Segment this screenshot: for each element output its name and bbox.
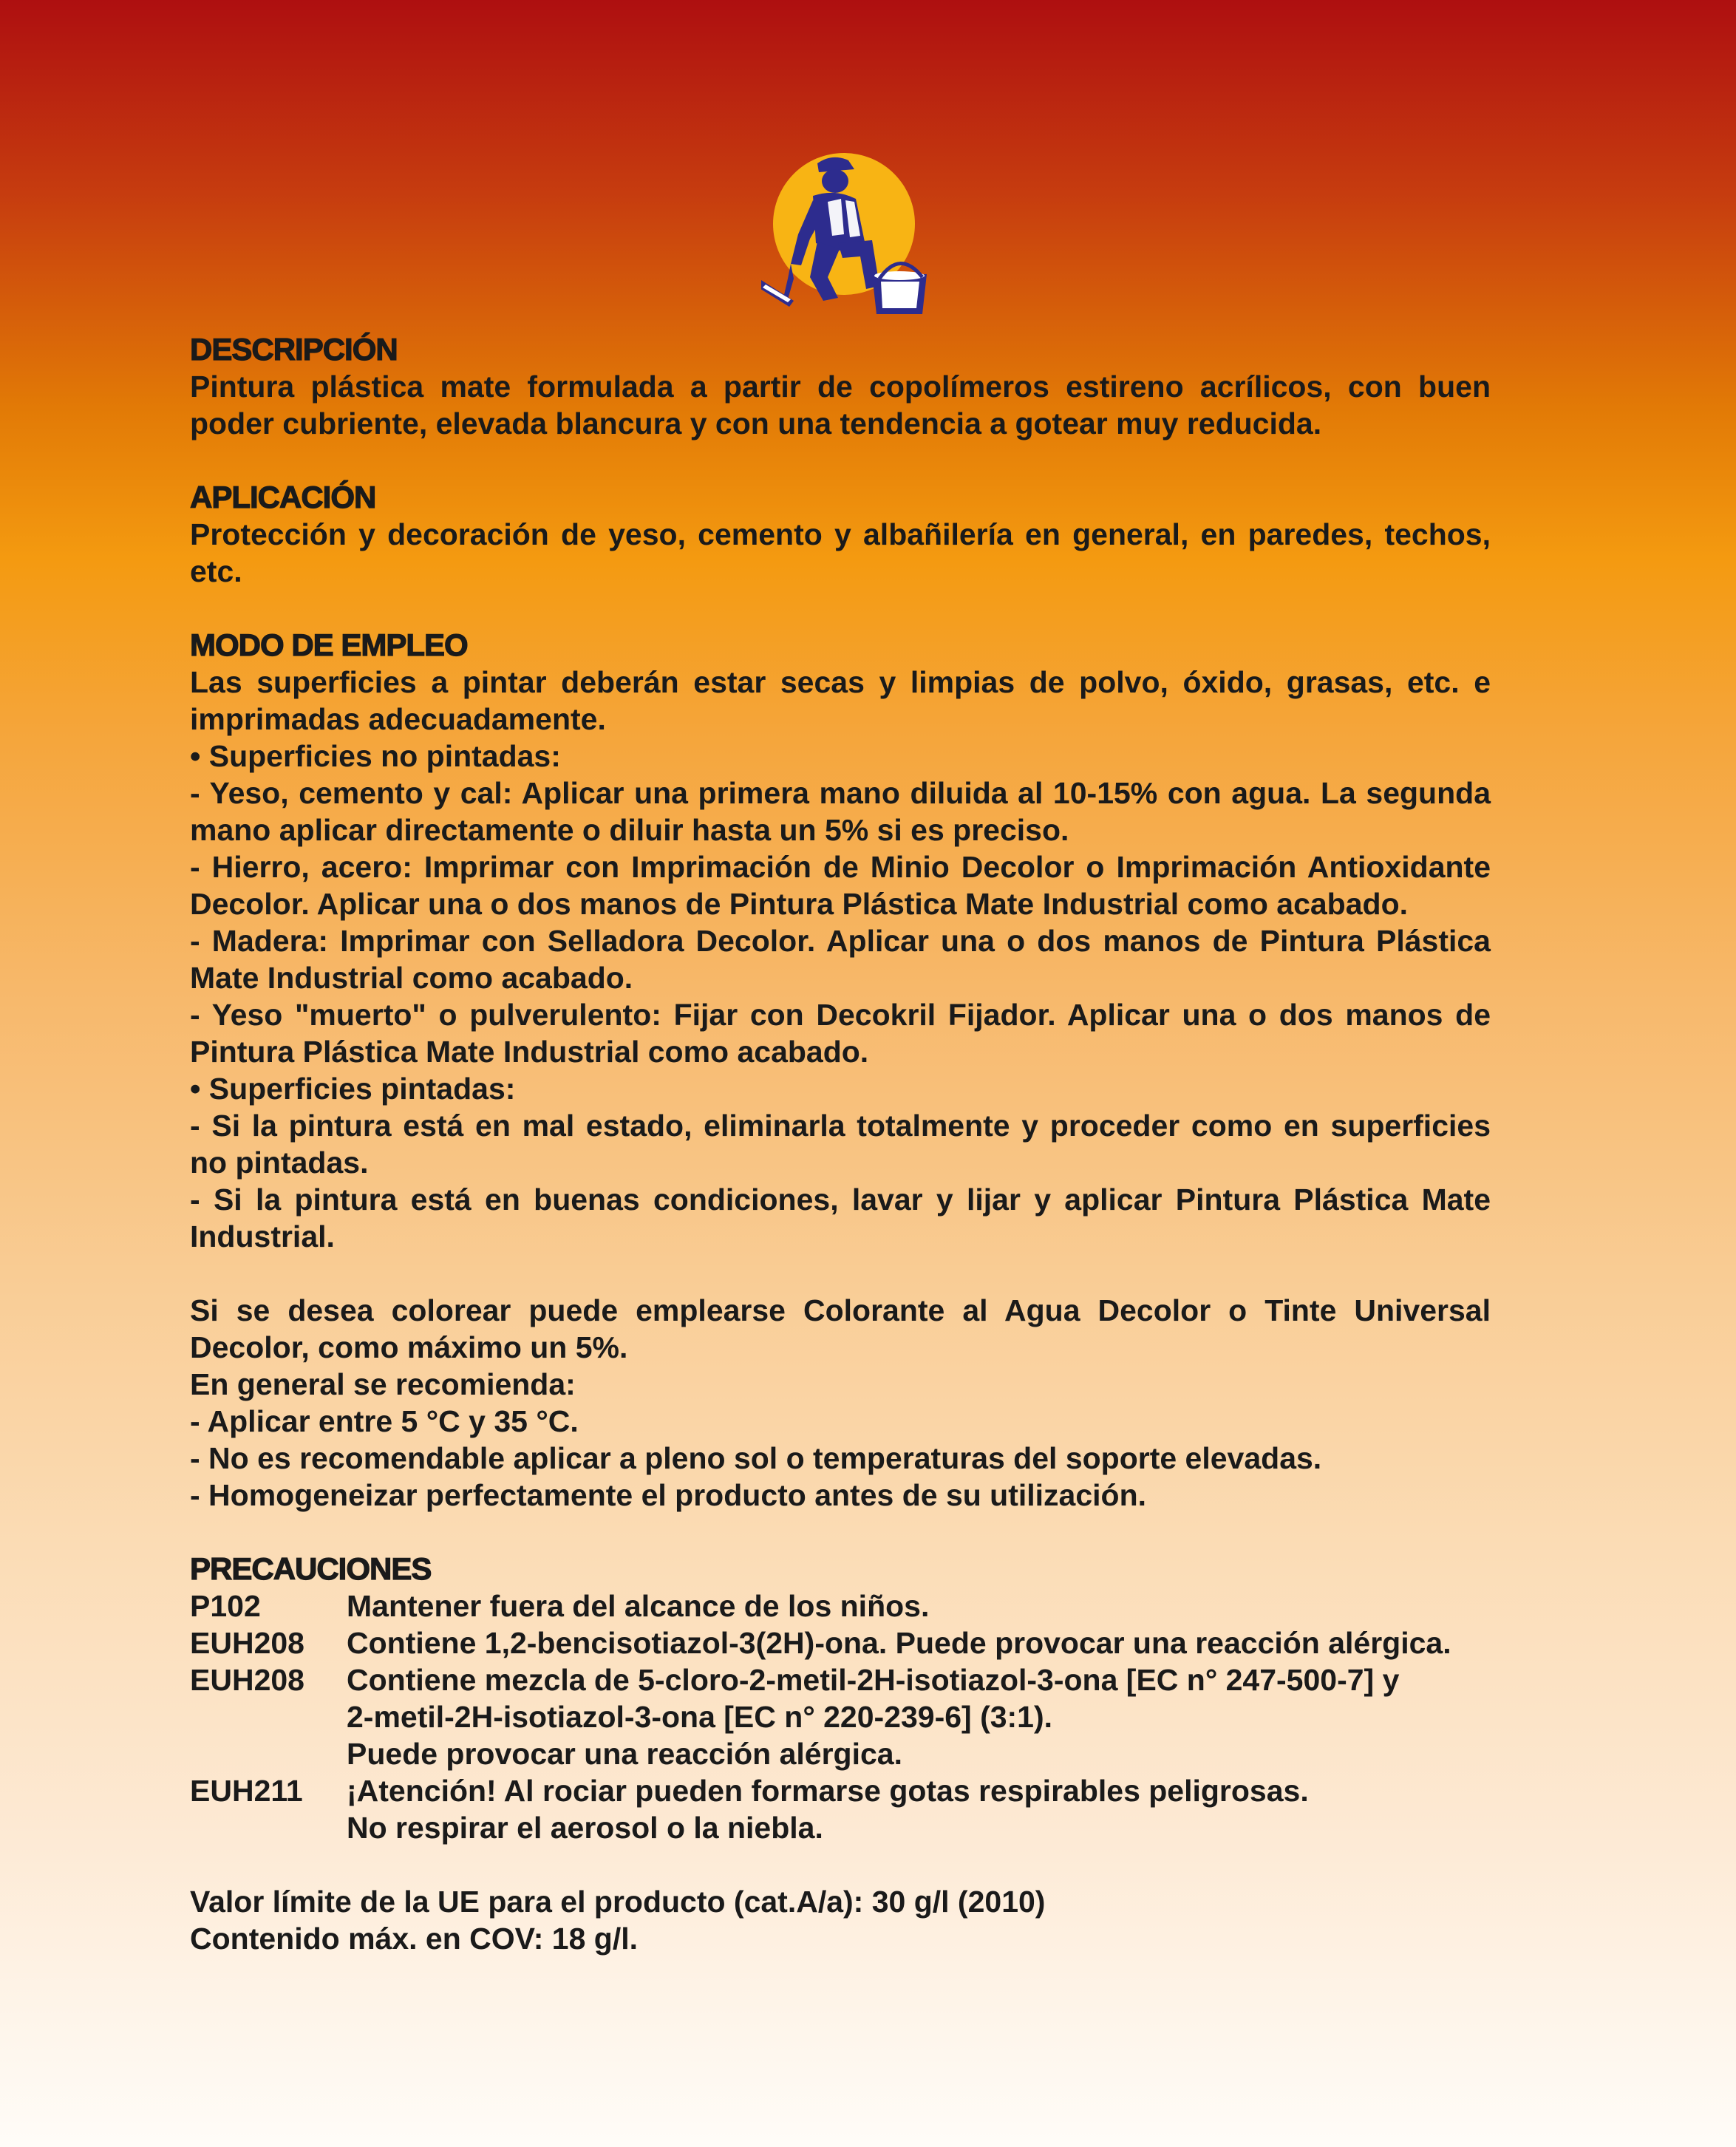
painter-logo xyxy=(761,153,939,314)
precaucion-text: Puede provocar una reacción alérgica. xyxy=(347,1737,902,1771)
modo-empleo-title: MODO DE EMPLEO xyxy=(190,627,468,662)
precaucion-row xyxy=(190,1661,1491,1772)
precaucion-row xyxy=(190,1624,1491,1661)
aplicacion-title: APLICACIÓN xyxy=(190,480,376,514)
voc-content: Contenido máx. en COV: 18 g/l. xyxy=(190,1922,638,1956)
no-pintadas-item: - Yeso, cemento y cal: Aplicar una primera mano diluida al 10-15% con agua. La segunda mano aplicar directamente o diluir hasta un 5% si es preciso. xyxy=(190,776,1491,847)
precaucion-text: Contiene 1,2-bencisotiazol-3(2H)-ona. Puede provocar una reacción alérgica. xyxy=(347,1626,1451,1660)
colorear-text: Si se desea colorear puede emplearse Colorante al Agua Decolor o Tinte Universal Decolor, como máximo un 5%. xyxy=(190,1293,1491,1364)
no-pintadas-item: - Hierro, acero: Imprimar con Imprimación de Minio Decolor o Imprimación Antioxidante Decolor. Aplicar una o dos manos de Pintura Plástica Mate Industrial como acabado. xyxy=(190,850,1491,921)
general-item: - No es recomendable aplicar a pleno sol o temperaturas del soporte elevadas. xyxy=(190,1441,1322,1475)
precaucion-code: EUH208 xyxy=(190,1663,304,1697)
precaucion-code: EUH208 xyxy=(190,1626,304,1660)
general-item: - Aplicar entre 5 °C y 35 °C. xyxy=(190,1404,579,1438)
precauciones-title: PRECAUCIONES xyxy=(190,1551,432,1586)
general-item: - Homogeneizar perfectamente el producto antes de su utilización. xyxy=(190,1478,1147,1512)
aplicacion-text: Protección y decoración de yeso, cemento y albañilería en general, en paredes, techos, etc. xyxy=(190,517,1491,588)
precaucion-text: 2-metil-2H-isotiazol-3-ona [EC n° 220-239-6] (3:1). xyxy=(347,1700,1053,1734)
precaucion-text: No respirar el aerosol o la niebla. xyxy=(347,1811,823,1845)
descripcion-title: DESCRIPCIÓN xyxy=(190,332,398,367)
precaucion-text: Mantener fuera del alcance de los niños. xyxy=(347,1589,930,1623)
pintadas-heading: • Superficies pintadas: xyxy=(190,1072,516,1106)
precaucion-code: P102 xyxy=(190,1589,261,1623)
precaucion-text: ¡Atención! Al rociar pueden formarse gotas respirables peligrosas. xyxy=(347,1774,1309,1808)
precaucion-row xyxy=(190,1588,1491,1624)
no-pintadas-heading: • Superficies no pintadas: xyxy=(190,739,561,773)
precaucion-code: EUH211 xyxy=(190,1774,303,1808)
precaucion-row xyxy=(190,1772,1491,1846)
general-heading: En general se recomienda: xyxy=(190,1367,576,1401)
modo-empleo-intro: Las superficies a pintar deberán estar secas y limpias de polvo, óxido, grasas, etc. e imprimadas adecuadamente. xyxy=(190,665,1491,736)
document-body xyxy=(190,331,1491,1957)
no-pintadas-item: - Madera: Imprimar con Selladora Decolor. Aplicar una o dos manos de Pintura Plástica Mate Industrial como acabado. xyxy=(190,924,1491,995)
no-pintadas-item: - Yeso "muerto" o pulverulento: Fijar con Decokril Fijador. Aplicar una o dos manos de Pintura Plástica Mate Industrial como acabado. xyxy=(190,998,1491,1069)
precaucion-text: Contiene mezcla de 5-cloro-2-metil-2H-isotiazol-3-ona [EC n° 247-500-7] y xyxy=(347,1663,1400,1697)
pintadas-item: - Si la pintura está en buenas condiciones, lavar y lijar y aplicar Pintura Plástica Mate Industrial. xyxy=(190,1183,1491,1253)
descripcion-text: Pintura plástica mate formulada a partir de copolímeros estireno acrílicos, con buen poder cubriente, elevada blancura y con una tendencia a gotear muy reducida. xyxy=(190,370,1491,440)
voc-limit: Valor límite de la UE para el producto (cat.A/a): 30 g/l (2010) xyxy=(190,1885,1046,1919)
pintadas-item: - Si la pintura está en mal estado, eliminarla totalmente y proceder como en superficies no pintadas. xyxy=(190,1109,1491,1180)
